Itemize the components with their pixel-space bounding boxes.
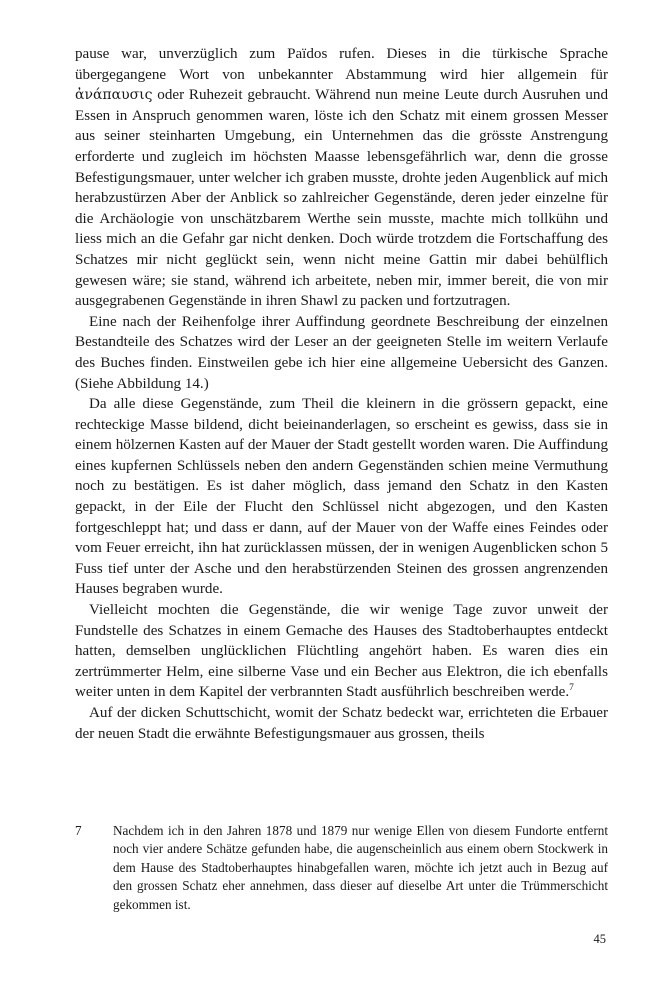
- paragraph-5: Auf der dicken Schuttschicht, womit der Schatz bedeckt war, errichteten die Erbauer der neuen Stadt die erwähnte Befestigungsmauer aus grossen, theils: [75, 705, 608, 742]
- page-body: [75, 44, 608, 744]
- paragraph-1: [75, 44, 608, 312]
- footnote: [75, 822, 608, 914]
- footnote-ref[interactable]: 7: [569, 683, 574, 694]
- body-text: [75, 44, 608, 744]
- paragraph-3: Da alle diese Gegenstände, zum Theil die kleinern in die grössern gepackt, eine rechteckige Masse bildend, dicht beieinanderlagen, so erscheint es gewiss, dass sie in einem hölzernen Kasten auf der Mauer der Stadt gestellt worden waren. Die Auffindung eines kupfernen Schlüssels neben den andern Gegenständen schien meine Vermuthung noch zu bestätigen. Es ist daher möglich, dass jemand den Schatz in den Kasten gepackt, in der Eile der Flucht den Schlüssel nicht abgezogen, und den Kasten fortgeschleppt hat; und dass er dann, auf der Mauer von der Waffe eines Feindes oder vom Feuer erreicht, ihn hat zurücklassen müssen, der in wenigen Augenblicken schon 5 Fuss tief unter der Asche und den herabstürzenden Steinen des grossen angrenzenden Hauses begraben wurde.: [75, 396, 608, 598]
- footnote-text: Nachdem ich in den Jahren 1878 und 1879 nur wenige Ellen von diesem Fundorte entfernt noch vier andere Schätze gefunden habe, die augenscheinlich aus einem obern Stockwerk in dem Hause des Stadtoberhauptes hinabgefallen waren, möchte ich jetzt auch in Bezug auf den grossen Schatz eher annehmen, dass dieser auf dieselbe Art unter die Trümmerschicht gekommen ist.: [113, 823, 608, 912]
- paragraph-1-text-start: pause war, unverzüglich zum Païdos rufen. Dieses in die türkische Sprache übergegangene Wort von unbekannter Abstammung wird hier allgemein für: [75, 46, 608, 83]
- paragraph-4-text: Vielleicht mochten die Gegenstände, die wir wenige Tage zuvor unweit der Fundstelle des Schatzes in einem Gemache des Hauses des Stadtoberhauptes entdeckt hatten, demselben unglücklichen Flüchtling angehört haben. Es waren dies ein zertrümmerter Helm, eine silberne Vase und ein Becher aus Elektron, die ich ebenfalls weiter unten in dem Kapitel der verbrannten Stadt ausführlich beschreiben werde.: [75, 602, 608, 701]
- footnote-number: 7: [75, 823, 82, 838]
- paragraph-2: Eine nach der Reihenfolge ihrer Auffindung geordnete Beschreibung der einzelnen Bestandteile des Schatzes wird der Leser an der geeigneten Stelle im weitern Verlaufe des Buches finden. Einstweilen gebe ich hier eine allgemeine Uebersicht des Ganzen. (Siehe Abbildung 14.): [75, 313, 608, 392]
- page-number: 45: [593, 932, 606, 946]
- paragraph-4: [75, 600, 608, 703]
- paragraph-1-text-end: oder Ruhezeit gebraucht. Während nun meine Leute durch Ausruhen und Essen in Anspruch genommen waren, löste ich den Schatz mit einem grossen Messer aus seiner steinharten Umgebung, ein Unternehmen das die grösste Anstrengung erforderte und zugleich im höchsten Maasse lebensgefährlich war, denn die grosse Befestigungsmauer, unter welcher ich graben musste, drohte jeden Augenblick auf mich herabzustürzen Aber der Anblick so zahlreicher Gegenstände, deren jeder einzelne für die Archäologie von unschätzbarem Werthe sein musste, machte mich tollkühn und liess mich an die Gefahr gar nicht denken. Doch würde trotzdem die Fortschaffung des Schatzes mir nicht geglückt sein, wenn nicht meine Gattin mir dabei behülflich gewesen wäre; sie stand, während ich arbeitete, neben mir, immer bereit, die von mir ausgegrabenen Gegenstände in ihren Shawl zu packen und fortzutragen.: [75, 87, 608, 310]
- footnotes: [75, 822, 608, 914]
- greek-word: ἀνάπαυσις: [75, 87, 153, 104]
